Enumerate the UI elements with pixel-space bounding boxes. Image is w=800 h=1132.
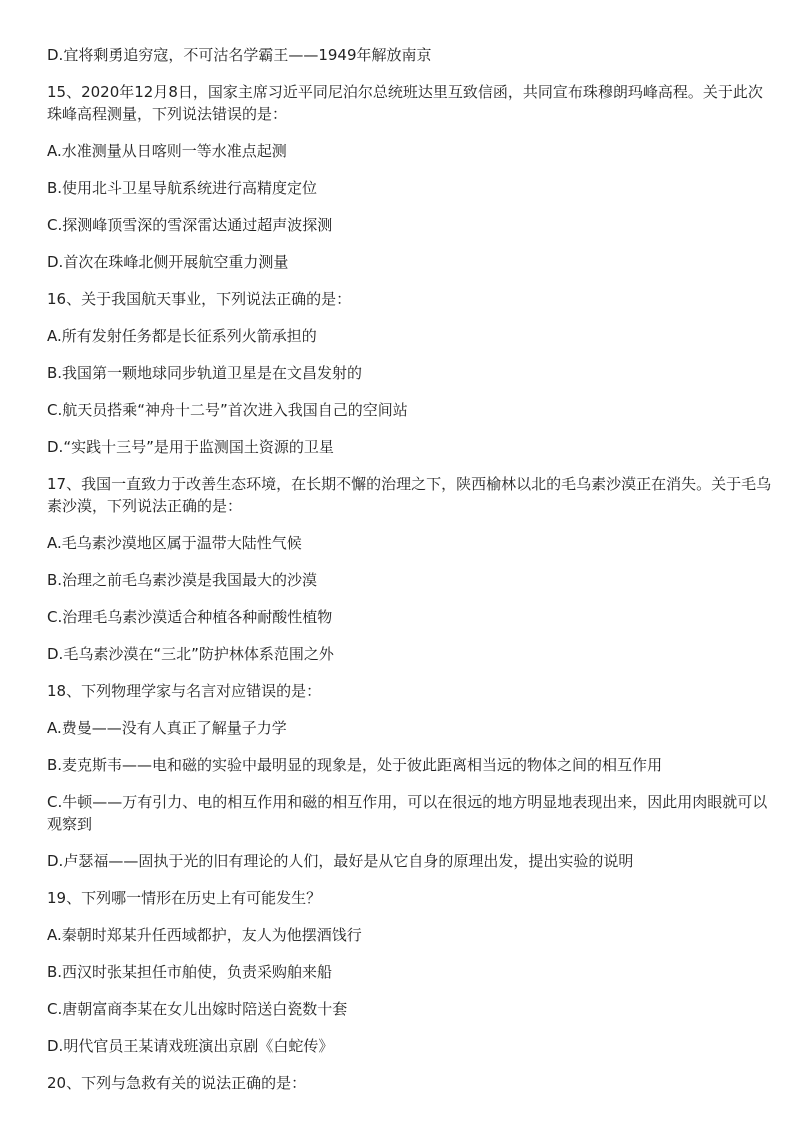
- q19-option-c: C.唐朝富商李某在女儿出嫁时陪送白瓷数十套: [47, 1000, 348, 1018]
- q19-option-b: B.西汉时张某担任市舶使，负责采购舶来船: [47, 963, 333, 981]
- q16-option-c: C.航天员搭乘“神舟十二号”首次进入我国自己的空间站: [47, 401, 408, 419]
- q17-stem: 17、我国一直致力于改善生态环境，在长期不懈的治理之下，陕西榆林以北的毛乌素沙漠正在消失。关于毛乌素沙漠，下列说法正确的是：: [47, 475, 772, 515]
- q19-option-d: D.明代官员王某请戏班演出京剧《白蛇传》: [47, 1037, 334, 1055]
- q19-option-a: A.秦朝时郑某升任西域都护，友人为他摆酒饯行: [47, 926, 362, 944]
- q16-option-b: B.我国第一颗地球同步轨道卫星是在文昌发射的: [47, 364, 363, 382]
- q16-option-d: D.“实践十三号”是用于监测国土资源的卫星: [47, 438, 334, 456]
- q18-option-a: A.费曼——没有人真正了解量子力学: [47, 719, 287, 737]
- q18-option-c: C.牛顿——万有引力、电的相互作用和磁的相互作用，可以在很远的地方明显地表现出来，因此用肉眼就可以观察到: [47, 793, 768, 833]
- q17-option-c: C.治理毛乌素沙漠适合种植各种耐酸性植物: [47, 608, 333, 626]
- q15-option-a: A.水准测量从日喀则一等水准点起测: [47, 142, 287, 160]
- q14-option-d: D.宜将剩勇追穷寇，不可沽名学霸王——1949年解放南京: [47, 46, 432, 64]
- q18-option-d: D.卢瑟福——固执于光的旧有理论的人们，最好是从它自身的原理出发，提出实验的说明: [47, 852, 634, 870]
- q15-option-d: D.首次在珠峰北侧开展航空重力测量: [47, 253, 289, 271]
- q17-option-a: A.毛乌素沙漠地区属于温带大陆性气候: [47, 534, 302, 552]
- document-page: [47, 44, 775, 1109]
- q15-stem: 15、2020年12月8日，国家主席习近平同尼泊尔总统班达里互致信函，共同宣布珠穆朗玛峰高程。关于此次珠峰高程测量，下列说法错误的是：: [47, 83, 763, 123]
- q17-option-b: B.治理之前毛乌素沙漠是我国最大的沙漠: [47, 571, 318, 589]
- q16-stem: 16、关于我国航天事业，下列说法正确的是：: [47, 290, 352, 308]
- q17-option-d: D.毛乌素沙漠在“三北”防护林体系范围之外: [47, 645, 334, 663]
- q15-option-c: C.探测峰顶雪深的雪深雷达通过超声波探测: [47, 216, 333, 234]
- q16-option-a: A.所有发射任务都是长征系列火箭承担的: [47, 327, 317, 345]
- q18-option-b: B.麦克斯韦——电和磁的实验中最明显的现象是，处于彼此距离相当远的物体之间的相互作用: [47, 756, 663, 774]
- q19-stem: 19、下列哪一情形在历史上有可能发生？: [47, 889, 322, 907]
- q18-stem: 18、下列物理学家与名言对应错误的是：: [47, 682, 322, 700]
- q20-stem: 20、下列与急救有关的说法正确的是：: [47, 1074, 307, 1092]
- q15-option-b: B.使用北斗卫星导航系统进行高精度定位: [47, 179, 318, 197]
